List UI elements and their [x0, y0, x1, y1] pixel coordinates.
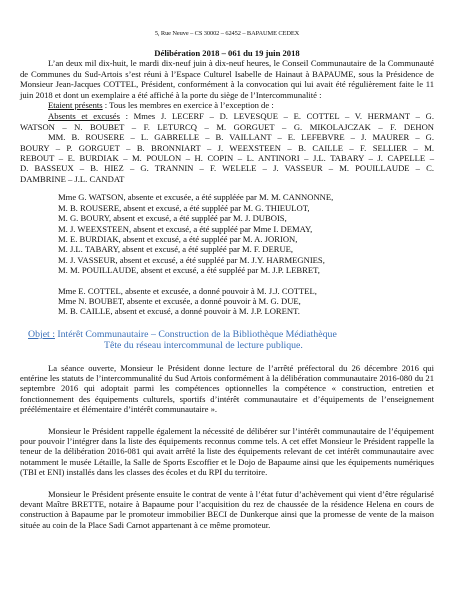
- absents-block: [20, 111, 434, 184]
- objet-label: Objet :: [28, 328, 55, 340]
- absents-line: MM. B. ROUSERE – L. GABRELLE – B. VAILLANT – E. LEFEBVRE – J. MAURER – G.: [48, 132, 434, 143]
- presents-label: Etaient présents: [48, 100, 103, 111]
- substitution-item: M. G. BOURY, absent et excusé, a été suppléé par M. J. DUBOIS,: [58, 213, 287, 224]
- body-paragraph: Monsieur le Président présente ensuite le contrat de vente à l’état futur d’achèvement qui vient d’être régularisé devant Maître BRETTE, notaire à Bapaume pour l’acquisition du rez de chaussée de la résidence Helena en cours de construction à Bapaume par le promoteur immobilier BECI de Dunkerque ainsi que la promesse de vente de la maison située au coin de la Place Sadi Carnot appartenant à ce même promoteur.: [20, 488, 434, 530]
- absents-line-text: : Mmes J. LECERF – D. LEVESQUE – E. COTTEL – V. HERMANT – G.: [119, 111, 434, 122]
- power-item: Mme E. COTTEL, absente et excusée, a donné pouvoir à M. J.J. COTTEL,: [58, 285, 317, 296]
- substitution-item: M. E. BURDIAK, absent et excusé, a été suppléé par M. A. JORION,: [58, 233, 298, 244]
- absents-line: DAMBRINE – J.L. CANDAT: [20, 173, 125, 184]
- absents-line: D. BASSEUX – B. HIEZ – G. TRANNIN – F. WELELE – J. VASSEUR – M. POUILLAUDE – C.: [20, 163, 434, 174]
- header-address: 5, Rue Neuve – CS 30002 – 62452 – BAPAUME CEDEX: [154, 30, 300, 37]
- objet-heading: [20, 329, 434, 352]
- substitution-item: M. J. WEEXSTEEN, absent et excusé, a été suppléé par Mme I. DEMAY,: [58, 223, 313, 234]
- power-item: Mme N. BOUBET, absente et excusée, a donné pouvoir à M. G. DUE,: [58, 295, 301, 306]
- absents-line: WATSON – N. BOUBET – F. LETURCQ – M. GORGUET – G. MIKOLAJCZAK – F. DEHON: [20, 121, 434, 132]
- substitutions-list: [20, 192, 434, 275]
- substitution-item: M. B. ROUSERE, absent et excusé, a été suppléé par M. G. THIEULOT,: [58, 202, 310, 213]
- body-paragraph: Monsieur le Président rappelle également la nécessité de délibérer sur l’intérêt communautaire de l’équipement pour pouvoir l’intégrer dans la liste des équipements reconnus comme tels. A cet effet Monsieur le Président rappelle la teneur de la délibération 2016-081 qui avait arrêté la liste des équipements relevant de cet intérêt communautaire avec notamment le musée Létaille, la Salle de Sports Escoffier et le Dojo de Bapaume ainsi que les équipements numériques (TBI et ENI) installés dans les classes des écoles et du RPI du territoire.: [20, 425, 434, 478]
- absents-line: [20, 111, 434, 121]
- substitution-item: Mme G. WATSON, absente et excusée, a été suppléée par M. M. CANNONNE,: [58, 192, 334, 203]
- objet-line-2: Tête du réseau intercommunal de lecture publique.: [104, 340, 303, 352]
- presents-line: [20, 100, 434, 110]
- absents-line: BOURY – P. GORGUET – B. BRONNIART – J. WEEXSTEEN – B. CAILLE – F. SELLIER – M.: [20, 142, 434, 153]
- presents-text: : Tous les membres en exercice à l’exception de :: [102, 100, 274, 111]
- power-item: M. B. CAILLE, absent et excusé, a donné pouvoir à M. J.P. LORENT.: [58, 306, 300, 317]
- body-paragraphs: [20, 363, 434, 531]
- substitution-item: M. J.L. TABARY, absent et excusé, a été suppléé par M. F. DERUE,: [58, 244, 294, 255]
- substitution-item: M. J. VASSEUR, absent et excusé, a été suppléé par M. J.Y. HARMEGNIES,: [58, 254, 325, 265]
- powers-list: [20, 286, 434, 317]
- deliberation-title: Délibération 2018 – 061 du 19 juin 2018: [154, 48, 300, 58]
- intro-paragraph: L’an deux mil dix-huit, le mardi dix-neuf juin à dix-neuf heures, le Conseil Communautaire de la Communauté de Communes du Sud-Artois s’est réuni à l’Espace Culturel Isabelle de Hainaut à BAPAUME, sous la Présidence de Monsieur Jean-Jacques COTTEL, Président, conformément à la convocation qui lui avait été régulièrement faite le 11 juin 2018 et dont un exemplaire a été affiché à la porte du siège de l’Intercommunalité :: [20, 58, 434, 100]
- absents-line: REBOUT – E. BURDIAK – M. POULON – H. COPIN – L. ANTINORI – J.L. TABARY – J. CAPELLE –: [20, 153, 434, 164]
- body-paragraph: La séance ouverte, Monsieur le Président donne lecture de l’arrêté préfectoral du 26 décembre 2016 qui entérine les statuts de l’intercommunalité du Sud Artois conformément à la délibération communautaire 2016-080 du 21 septembre 2016 qui adoptait parmi les compétences optionnelles la compétence « construction, entretien et fonctionnement des équipements culturels, sportifs d’intérêt communautaire et d’équipements de l’enseignement préélémentaire et élémentaire d’intérêt communautaire ».: [20, 362, 434, 415]
- substitution-item: M. M. POUILLAUDE, absent et excusé, a été suppléé par M. J.P. LEBRET,: [58, 265, 320, 276]
- absents-label: Absents et excusés: [48, 111, 120, 122]
- objet-text-1: Intérêt Communautaire – Construction de la Bibliothèque Médiathèque: [54, 328, 337, 340]
- objet-line-1: [28, 329, 434, 340]
